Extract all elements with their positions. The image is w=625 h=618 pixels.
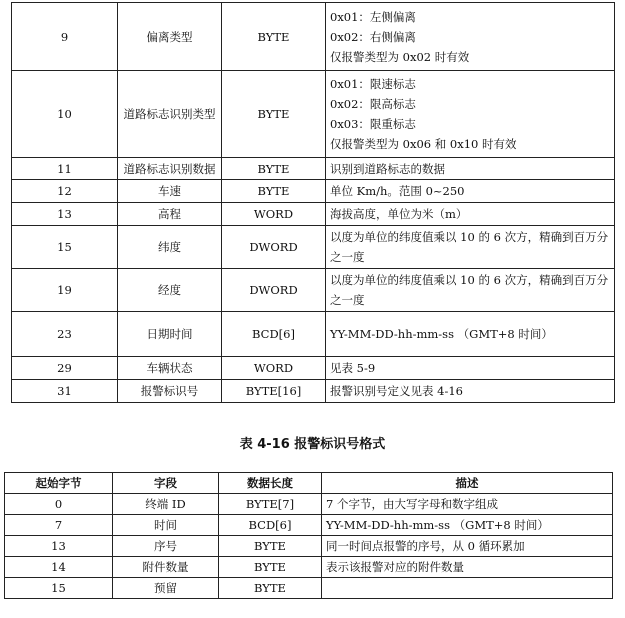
- type-cell: BCD[6]: [222, 312, 326, 357]
- desc-cell: 表示该报警对应的附件数量: [322, 557, 613, 578]
- field-cell: 预留: [113, 578, 219, 599]
- desc-line: 0x01：左侧偏离: [330, 9, 416, 24]
- table-caption: 表 4-16 报警标识号格式: [239, 437, 386, 452]
- start-byte-cell: 23: [12, 312, 118, 357]
- desc-cell: 7 个字节，由大写字母和数字组成: [322, 494, 613, 515]
- field-cell: 纬度: [118, 226, 222, 269]
- start-byte-cell: 29: [12, 357, 118, 380]
- table-row: [12, 203, 615, 226]
- field-cell: 经度: [118, 269, 222, 312]
- field-cell: 偏离类型: [118, 3, 222, 71]
- desc-cell: [326, 71, 615, 158]
- table-row: [12, 158, 615, 180]
- alarm-info-table-continued: [11, 2, 615, 403]
- desc-line: 仅报警类型为 0x06 和 0x10 时有效: [330, 137, 517, 151]
- field-cell: 车速: [118, 180, 222, 203]
- start-byte-cell: 7: [5, 515, 113, 536]
- desc-line: 0x01：限速标志: [330, 77, 416, 91]
- table-row: [5, 578, 613, 599]
- start-byte-cell: 10: [12, 71, 118, 158]
- header-start-byte: 起始字节: [5, 473, 113, 494]
- desc-line: 0x02：限高标志: [330, 97, 416, 111]
- table-row: [12, 180, 615, 203]
- header-desc: 描述: [322, 473, 613, 494]
- desc-cell: [322, 578, 613, 599]
- start-byte-cell: 15: [5, 578, 113, 599]
- field-cell: 报警标识号: [118, 380, 222, 403]
- desc-line: 0x03：限重标志: [330, 117, 416, 131]
- field-cell: 序号: [113, 536, 219, 557]
- field-cell: 道路标志识别类型: [118, 71, 222, 158]
- desc-cell: 识别到道路标志的数据: [326, 158, 615, 180]
- desc-line: 0x02：右侧偏离: [330, 29, 416, 44]
- desc-cell: 以度为单位的纬度值乘以 10 的 6 次方，精确到百万分之一度: [326, 269, 615, 312]
- desc-cell: 见表 5-9: [326, 357, 615, 380]
- desc-cell: 单位 Km/h。范围 0~250: [326, 180, 615, 203]
- type-cell: BYTE: [219, 557, 322, 578]
- type-cell: DWORD: [222, 226, 326, 269]
- start-byte-cell: 12: [12, 180, 118, 203]
- table-header-row: [5, 473, 613, 494]
- type-cell: BYTE[16]: [222, 380, 326, 403]
- type-cell: WORD: [222, 203, 326, 226]
- start-byte-cell: 13: [12, 203, 118, 226]
- field-cell: 时间: [113, 515, 219, 536]
- header-length: 数据长度: [219, 473, 322, 494]
- type-cell: BYTE[7]: [219, 494, 322, 515]
- type-cell: DWORD: [222, 269, 326, 312]
- table-row: [5, 494, 613, 515]
- desc-cell: [326, 3, 615, 71]
- desc-cell: 同一时间点报警的序号，从 0 循环累加: [322, 536, 613, 557]
- field-cell: 附件数量: [113, 557, 219, 578]
- table-row: [5, 557, 613, 578]
- header-field: 字段: [113, 473, 219, 494]
- start-byte-cell: 13: [5, 536, 113, 557]
- start-byte-cell: 0: [5, 494, 113, 515]
- start-byte-cell: 15: [12, 226, 118, 269]
- type-cell: BYTE: [219, 578, 322, 599]
- start-byte-cell: 9: [12, 3, 118, 71]
- type-cell: BYTE: [222, 3, 326, 71]
- table-row: [5, 536, 613, 557]
- type-cell: WORD: [222, 357, 326, 380]
- table-row: [12, 3, 615, 71]
- desc-line: 仅报警类型为 0x02 时有效: [330, 49, 470, 64]
- type-cell: BYTE: [222, 180, 326, 203]
- field-cell: 高程: [118, 203, 222, 226]
- desc-cell: YY-MM-DD-hh-mm-ss （GMT+8 时间）: [322, 515, 613, 536]
- desc-cell: 海拔高度，单位为米（m）: [326, 203, 615, 226]
- table-row: [12, 312, 615, 357]
- table-row: [12, 357, 615, 380]
- type-cell: BYTE: [222, 71, 326, 158]
- start-byte-cell: 11: [12, 158, 118, 180]
- start-byte-cell: 19: [12, 269, 118, 312]
- type-cell: BYTE: [222, 158, 326, 180]
- alarm-id-format-table: [4, 472, 613, 599]
- desc-cell: 以度为单位的纬度值乘以 10 的 6 次方，精确到百万分之一度: [326, 226, 615, 269]
- table-row: [12, 380, 615, 403]
- table-row: [5, 515, 613, 536]
- start-byte-cell: 31: [12, 380, 118, 403]
- table-row: [12, 71, 615, 158]
- desc-cell: YY-MM-DD-hh-mm-ss （GMT+8 时间）: [326, 312, 615, 357]
- start-byte-cell: 14: [5, 557, 113, 578]
- desc-cell: 报警识别号定义见表 4-16: [326, 380, 615, 403]
- field-cell: 日期时间: [118, 312, 222, 357]
- field-cell: 道路标志识别数据: [118, 158, 222, 180]
- type-cell: BYTE: [219, 536, 322, 557]
- type-cell: BCD[6]: [219, 515, 322, 536]
- field-cell: 车辆状态: [118, 357, 222, 380]
- table-row: [12, 226, 615, 269]
- field-cell: 终端 ID: [113, 494, 219, 515]
- table-row: [12, 269, 615, 312]
